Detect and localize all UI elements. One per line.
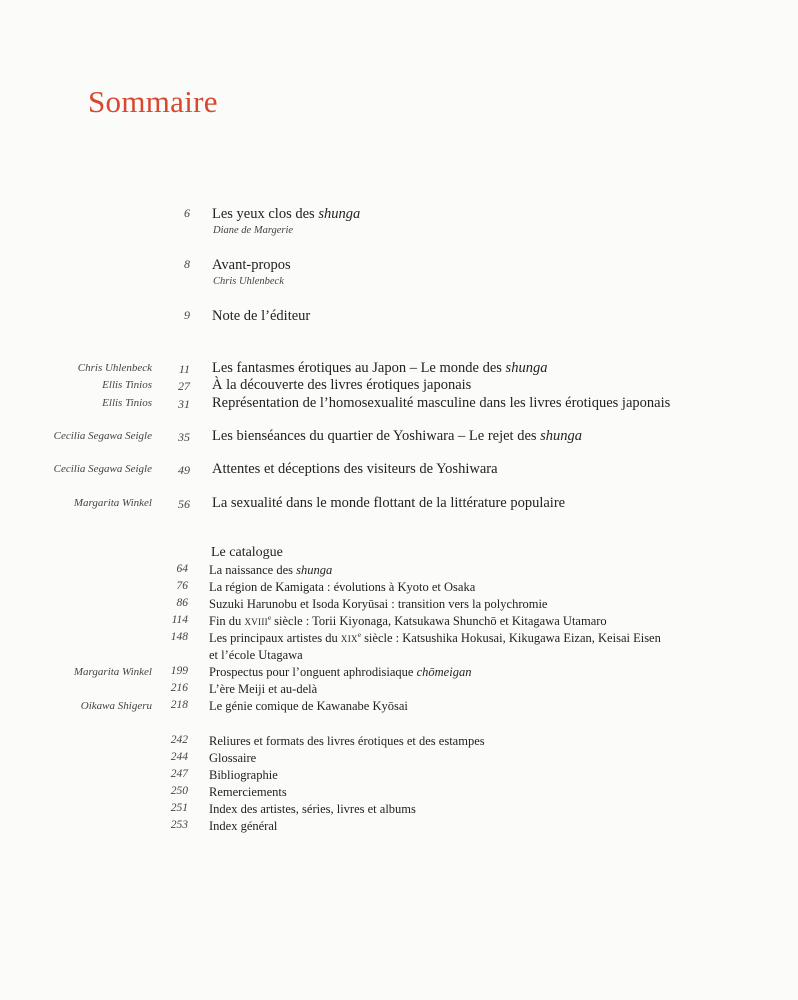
page-number: 250 <box>170 785 188 797</box>
page-number: 216 <box>170 682 188 694</box>
page-number: 49 <box>178 463 190 477</box>
entry-title: Les bienséances du quartier de Yoshiwara – Le rejet des shunga <box>212 428 583 444</box>
entry-title: La naissance des shunga <box>209 563 333 577</box>
page-number: 86 <box>176 597 188 609</box>
entry-title: Les yeux clos des shunga <box>212 206 361 222</box>
page-number: 251 <box>170 802 188 814</box>
page-number: 9 <box>184 308 190 322</box>
page-number: 8 <box>184 257 190 271</box>
page-number: 242 <box>170 734 188 746</box>
entry-author: Chris Uhlenbeck <box>213 276 284 287</box>
entry-title: Suzuki Harunobu et Isoda Koryūsai : transition vers la polychromie <box>209 597 548 611</box>
entry-title: Remerciements <box>209 785 287 799</box>
entry-author: Diane de Margerie <box>213 225 294 236</box>
entry-author: Margarita Winkel <box>73 666 152 678</box>
entry-author: Margarita Winkel <box>73 497 152 509</box>
entry-author: Cecilia Segawa Seigle <box>53 430 152 442</box>
page-number: 6 <box>184 206 190 220</box>
entry-title: Glossaire <box>209 751 257 765</box>
entry-author: Ellis Tinios <box>102 379 152 391</box>
entry-author: Cecilia Segawa Seigle <box>53 463 152 475</box>
entry-title: Les fantasmes érotiques au Japon – Le monde des shunga <box>212 360 548 376</box>
page-number: 76 <box>176 580 188 592</box>
page-number: 114 <box>171 614 188 626</box>
page-number: 244 <box>170 751 188 763</box>
page-number: 64 <box>176 563 188 575</box>
page-number: 56 <box>178 497 190 511</box>
page-number: 253 <box>170 819 188 831</box>
entry-title-continued: et l’école Utagawa <box>209 648 303 662</box>
page-number: 31 <box>178 397 190 411</box>
entry-title: À la découverte des livres érotiques japonais <box>212 377 472 393</box>
page-title: Sommaire <box>88 84 218 119</box>
entry-title: Avant-propos <box>212 257 291 273</box>
entry-title: Reliures et formats des livres érotiques et des estampes <box>209 734 485 748</box>
page-number: 35 <box>178 430 190 444</box>
page-number: 11 <box>178 362 190 376</box>
entry-title: La sexualité dans le monde flottant de la littérature populaire <box>212 495 566 511</box>
page-number: 218 <box>170 699 188 711</box>
entry-title: Attentes et déceptions des visiteurs de Yoshiwara <box>212 461 498 477</box>
entry-author: Oikawa Shigeru <box>80 700 152 712</box>
page-number: 199 <box>170 665 188 677</box>
entry-title: Prospectus pour l’onguent aphrodisiaque chōmeigan <box>209 665 472 679</box>
catalogue-heading: Le catalogue <box>211 545 283 560</box>
entry-title: Index général <box>209 819 278 833</box>
entry-title: Les principaux artistes du xix$^e$ siècle : Katsushika Hokusai, Kikugawa Eizan, Keisai Eisen <box>209 630 661 645</box>
page-number: 27 <box>178 379 190 393</box>
entry-title: Fin du xviii$^e$ siècle : Torii Kiyonaga, Katsukawa Shunchō et Kitagawa Utamaro <box>209 613 607 628</box>
entry-title: Représentation de l’homosexualité masculine dans les livres érotiques japonais <box>212 395 671 411</box>
entry-title: Index des artistes, séries, livres et albums <box>209 802 416 816</box>
entry-author: Chris Uhlenbeck <box>77 362 152 374</box>
page-number: 148 <box>170 631 188 643</box>
entry-title: L’ère Meiji et au-delà <box>209 682 318 696</box>
entry-title: Le génie comique de Kawanabe Kyōsai <box>209 699 408 713</box>
page-number: 247 <box>170 768 188 780</box>
entry-author: Ellis Tinios <box>102 397 152 409</box>
entry-title: La région de Kamigata : évolutions à Kyoto et Osaka <box>209 580 476 594</box>
entry-title: Bibliographie <box>209 768 278 782</box>
entry-title: Note de l’éditeur <box>212 308 311 324</box>
